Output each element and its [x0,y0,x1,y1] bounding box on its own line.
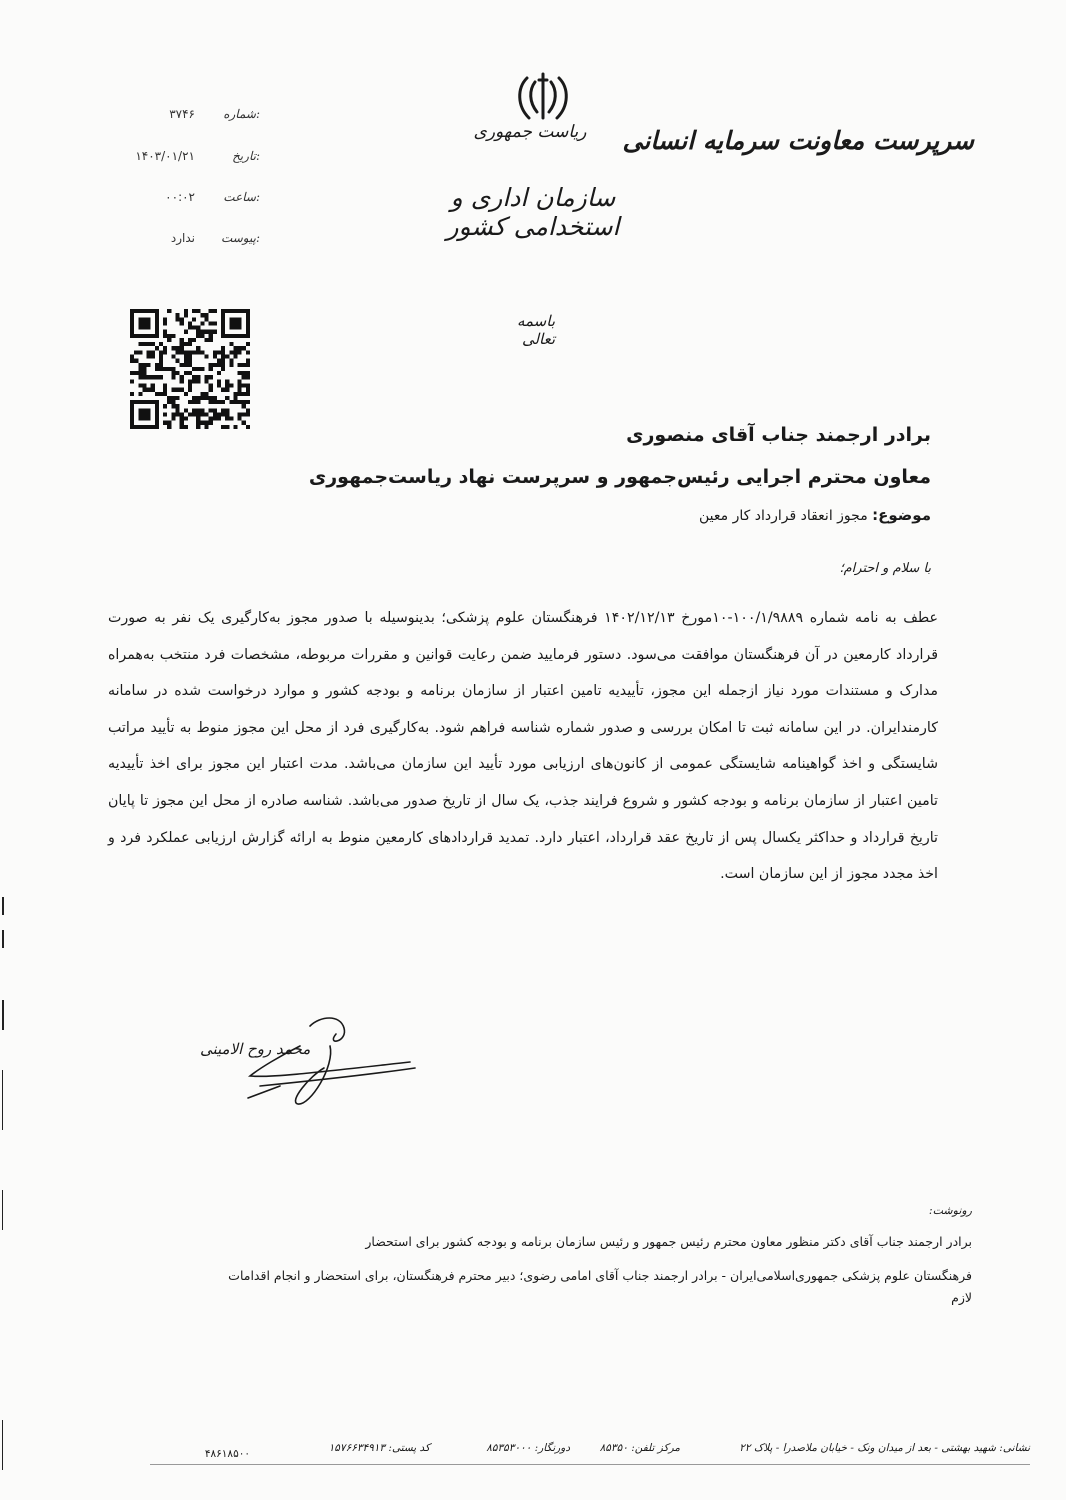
footer-fax: دورنگار: ۸۵۳۵۳۰۰۰ [486,1442,570,1454]
meta-time [100,190,260,212]
meta-date-value: ۱۴۰۳/۰۱/۲۱ [135,149,195,163]
scan-mark [2,1000,4,1030]
footer-center-phone: مرکز تلفن: ۸۵۳۵۰ [599,1442,680,1454]
footer-divider [150,1464,1030,1465]
scan-mark [2,1070,3,1130]
scan-mark [2,1420,3,1470]
footer [150,1434,1030,1464]
signature-scribble [240,1006,420,1116]
qr-code-icon [130,308,250,430]
presidency-title: ریاست جمهوری [473,122,587,142]
scan-mark [2,930,4,948]
meta-date [100,149,260,171]
addressee-line-2: معاون محترم اجرایی رئیس‌جمهور و سرپرست نهاد ریاست‌جمهوری [308,466,931,488]
bismillah: باسمه تعالی [516,312,555,348]
meta-attachment-value: ندارد [170,231,195,245]
footer-postal-code: کد پستی: ۱۵۷۶۶۳۴۹۱۳ [328,1442,430,1454]
meta-number-label: شماره: [223,107,260,121]
scan-mark [2,897,4,915]
meta-time-value: ۰۰:۰۲ [165,190,195,204]
addressee-line-1: برادر ارجمند جناب آقای منصوری [626,424,931,446]
iran-emblem-icon [513,68,573,126]
organization-title: سازمان اداری و استخدامی کشور [446,183,620,241]
cc-label: رونوشت: [928,1204,972,1217]
footer-id-number: ۴۸۶۱۸۵۰۰ [204,1448,250,1460]
subject-label: موضوع: [872,506,931,524]
meta-number [100,107,260,129]
footer-address: نشانی: شهید بهشتی - بعد از میدان ونک - خیابان ملاصدرا - پلاک ۲۲ [739,1442,1030,1454]
meta-attachment-label: پیوست: [220,231,260,245]
cc-item-2: فرهنگستان علوم پزشکی جمهوری‌اسلامی‌ایران - برادر ارجمند جناب آقای امامی رضوی؛ دبیر محترم فرهنگستان، برای استحضار و انجام اقدامات [228,1268,972,1283]
signatory-name: محمد روح الامینی [200,1040,311,1058]
meta-number-value: ۳۷۴۶ [169,107,195,121]
subject-text: مجوز انعقاد قرارداد کار معین [698,508,868,524]
cc-item-1: برادر ارجمند جناب آقای دکتر منظور معاون محترم رئیس جمهور و رئیس سازمان برنامه و بودجه کشور برای استحضار [365,1234,972,1249]
meta-time-label: ساعت: [223,190,260,204]
scan-mark [2,1190,3,1230]
subject [699,506,931,524]
meta-attachment [100,231,260,253]
greeting: با سلام و احترام؛ [839,561,931,576]
letter-body: عطف به نامه شماره ۱۰۰/۱/۹۸۸۹-۱۰مورخ ۱۴۰۲/۱۲/۱۳ فرهنگستان علوم پزشکی؛ بدینوسیله با صدور مجوز به‌کارگیری یک نفر به صورت قرارداد کارمعین در آن فرهنگستان موافقت می‌سود. دستور فرمایید ضمن رعایت قوانین و مقررات مربوطه، مشخصات فرد منتخب به‌همراه مدارک و مستندات مورد نیاز ازجمله این مجوز، تأییدیه تامین اعتبار از سازمان برنامه و بودجه کشور و موارد درخواست شده در سامانه کارمندایران. در این سامانه ثبت تا امکان بررسی و صدور شماره شناسه فراهم شود. به‌کارگیری فرد از محل این مجوز منوط به تأیید مراتب شایستگی و اخذ گواهینامه شایستگی عمومی از کانون‌های ارزیابی مورد تأیید این سازمان می‌باشد. مدت اعتبار این مجوز برای اخذ تأییدیه تامین اعتبار از سازمان برنامه و بودجه کشور و شروع فرایند جذب، یک سال از تاریخ صدور می‌باشد. شناسه صادره از محل این مجوز تا پایان تاریخ قرارداد و حداکثر یکسال پس از تاریخ عقد قرارداد، اعتبار دارد. تمدید قراردادهای کارمعین منوط به ارائه گزارش ارزیابی عملکرد فرد و اخذ مجدد مجوز از این سازمان است. [108,610,938,883]
department-title: سرپرست معاونت سرمایه انسانی [622,126,974,155]
cc-item-3: لازم [951,1290,972,1305]
meta-date-label: تاریخ: [232,149,260,163]
